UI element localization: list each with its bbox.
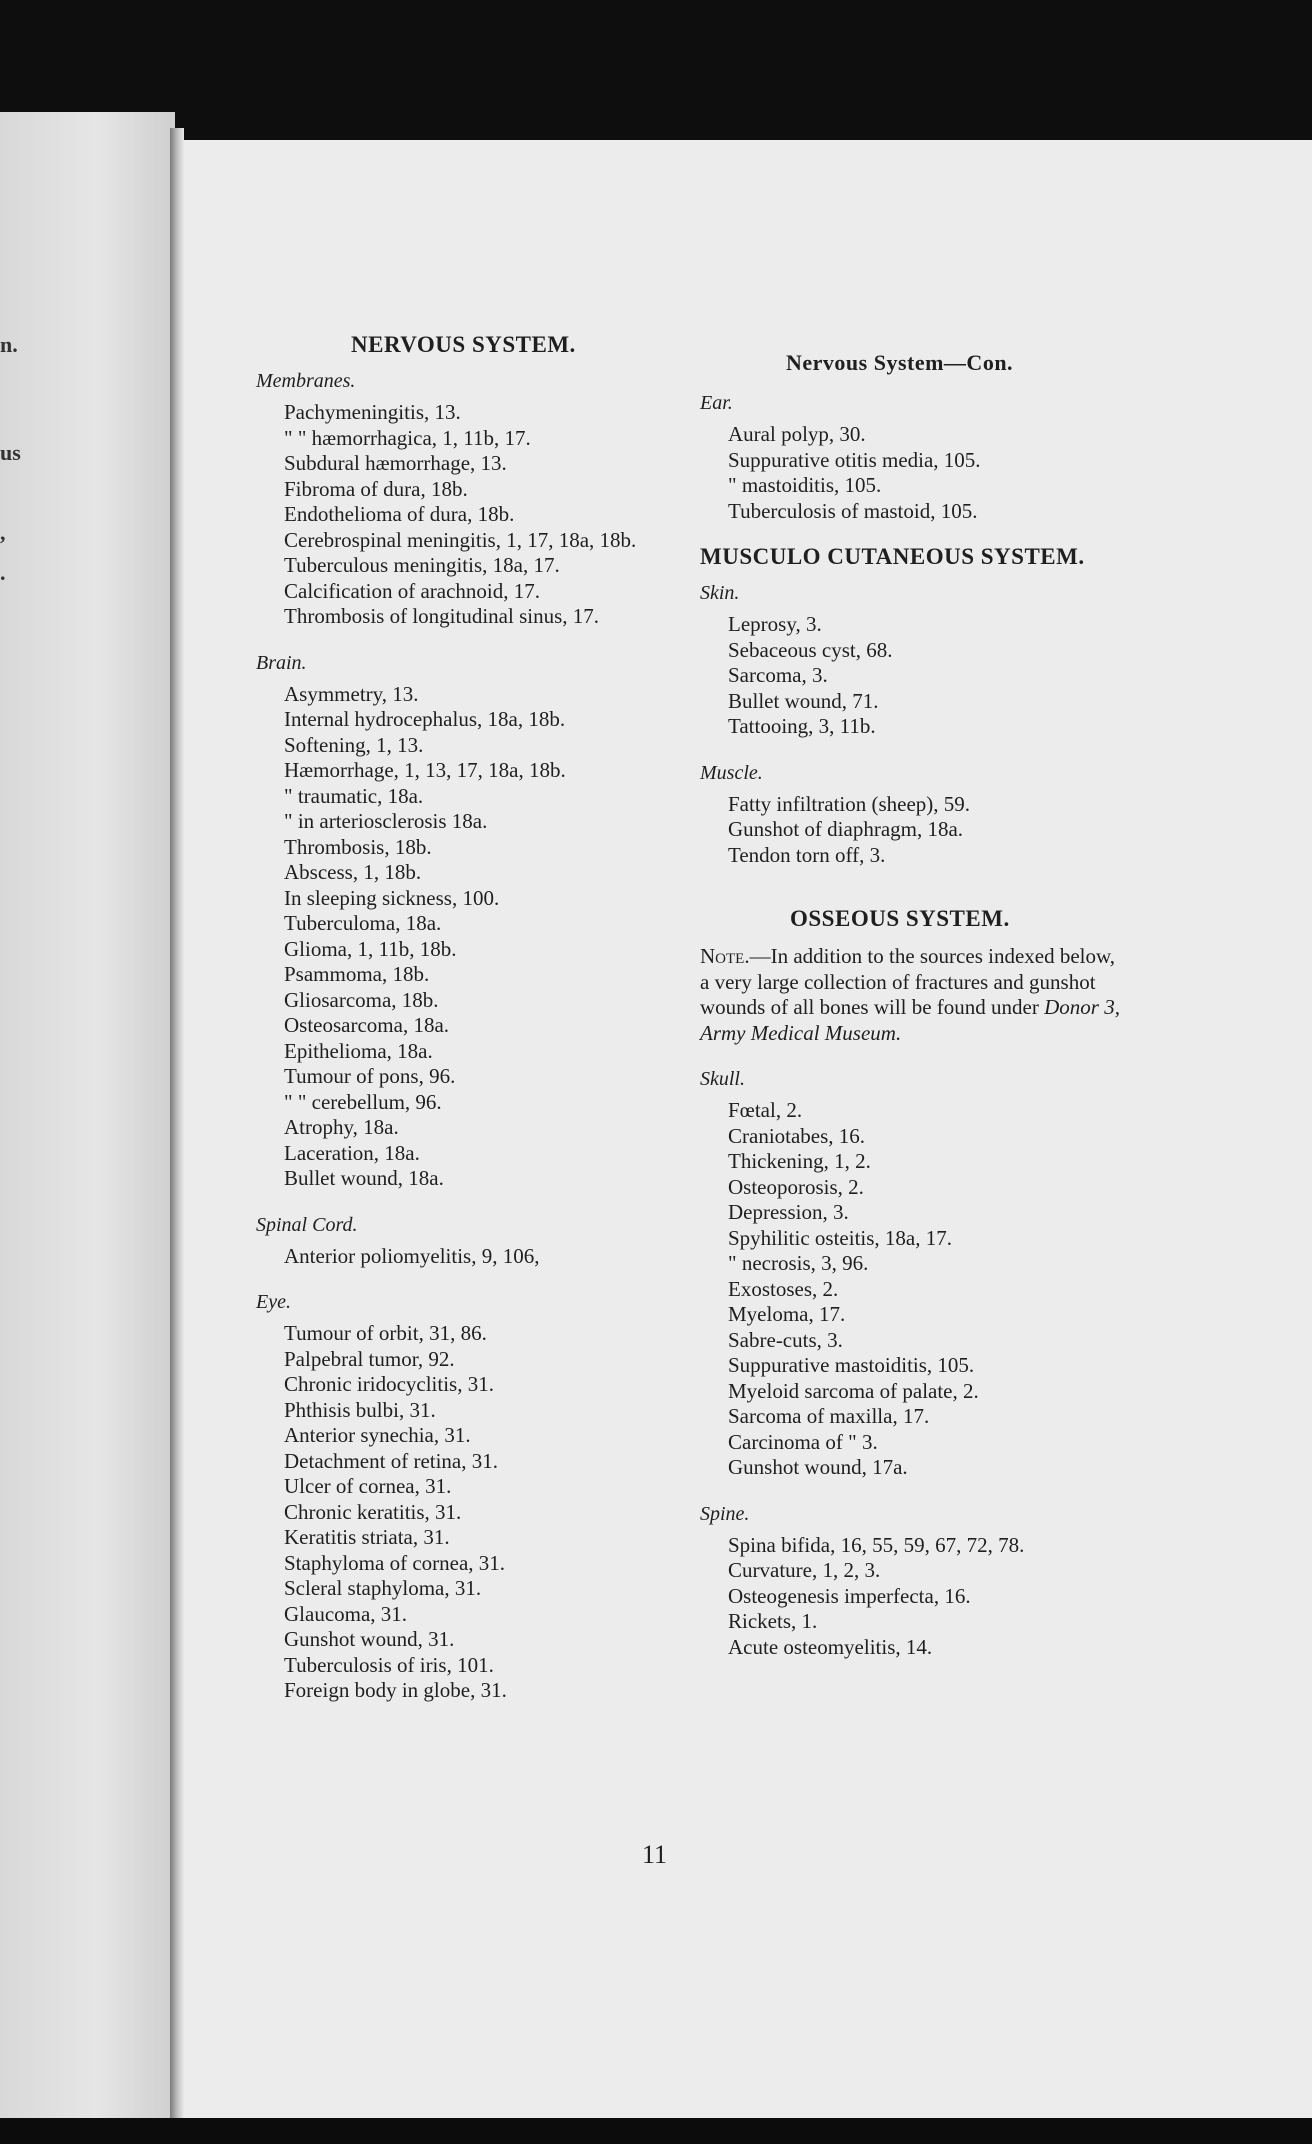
subsection-title: Spine. [700, 1502, 750, 1525]
index-entry: Thrombosis of longitudinal sinus, 17. [284, 604, 599, 628]
index-entry: Cerebrospinal meningitis, 1, 17, 18a, 18b. [284, 527, 637, 552]
index-entry: Ulcer of cornea, 31. [284, 1474, 452, 1498]
subsection-spinal-cord [256, 1212, 686, 1270]
subsection-title: Brain. [256, 651, 307, 674]
index-entry: Asymmetry, 13. [284, 681, 419, 706]
index-entry: Spina bifida, 16, 55, 59, 67, 72, 78. [728, 1532, 1025, 1557]
index-entry: Aural polyp, 30. [728, 422, 866, 446]
index-entry: Subdural hæmorrhage, 13. [284, 451, 507, 475]
index-entries [700, 422, 1120, 524]
index-entry: Sarcoma, 3. [728, 663, 828, 687]
note-label: Note. [700, 944, 750, 968]
index-entry: Thrombosis, 18b. [284, 834, 432, 859]
index-entry: Pachymeningitis, 13. [284, 400, 461, 424]
index-entry: Scleral staphyloma, 31. [284, 1576, 482, 1600]
index-entry: Anterior synechia, 31. [284, 1423, 471, 1447]
index-entry: Fatty infiltration (sheep), 59. [728, 791, 971, 816]
index-entry: Sebaceous cyst, 68. [728, 637, 893, 662]
facing-page-fragment: , [0, 520, 6, 545]
index-entry: Internal hydrocephalus, 18a, 18b. [284, 707, 566, 731]
left-column [256, 332, 686, 1724]
index-entry: Keratitis striata, 31. [284, 1525, 450, 1549]
subsection-title: Skin. [700, 582, 740, 604]
index-entry: Sabre-cuts, 3. [728, 1327, 843, 1352]
index-entry: Suppurative mastoiditis, 105. [728, 1353, 975, 1377]
index-entry: " " hæmorrhagica, 1, 11b, 17. [284, 425, 531, 450]
index-entry: Psammoma, 18b. [284, 962, 430, 986]
index-entry: Suppurative otitis media, 105. [728, 447, 981, 472]
index-entry: Osteoporosis, 2. [728, 1174, 864, 1199]
index-entry: Abscess, 1, 18b. [284, 860, 422, 884]
index-entry: Tuberculosis of iris, 101. [284, 1652, 494, 1677]
subsection-spine [700, 1501, 1120, 1661]
index-entry: Glaucoma, 31. [284, 1601, 408, 1626]
index-entries [256, 400, 686, 630]
index-entry: Tumour of pons, 96. [284, 1064, 456, 1088]
index-entry: Tuberculous meningitis, 18a, 17. [284, 553, 560, 577]
index-entry: Osteosarcoma, 18a. [284, 1013, 450, 1037]
index-entry: Hæmorrhage, 1, 13, 17, 18a, 18b. [284, 758, 566, 782]
index-entries [700, 612, 1120, 740]
subsection-skull [700, 1066, 1120, 1481]
index-entries [256, 1244, 686, 1270]
index-entry: In sleeping sickness, 100. [284, 885, 500, 910]
index-entry: Sarcoma of maxilla, 17. [728, 1404, 930, 1428]
index-entry: Anterior poliomyelitis, 9, 106, [284, 1243, 540, 1268]
note-reference: Donor 3, Army Medical Museum. [700, 995, 1120, 1045]
index-entry: Tuberculoma, 18a. [284, 911, 442, 935]
subsection-eye [256, 1289, 686, 1704]
index-entry: Depression, 3. [728, 1200, 849, 1224]
index-entry: Exostoses, 2. [728, 1276, 839, 1301]
index-entry: Gunshot wound, 17a. [728, 1455, 908, 1479]
index-entry: Softening, 1, 13. [284, 732, 424, 757]
index-entry: Foreign body in globe, 31. [284, 1678, 507, 1702]
index-entry: Laceration, 18a. [284, 1140, 420, 1165]
index-entry: Gunshot of diaphragm, 18a. [728, 817, 964, 841]
index-entry: Osteogenesis imperfecta, 16. [728, 1583, 971, 1608]
index-entry: Detachment of retina, 31. [284, 1448, 498, 1473]
index-entry: Tuberculosis of mastoid, 105. [728, 498, 978, 523]
index-entry: Staphyloma of cornea, 31. [284, 1550, 506, 1575]
note-text: —In addition to the sources indexed below, a very large collection of fractures and gunshot wounds of all bones will be found under [700, 944, 1116, 1019]
index-entry: " necrosis, 3, 96. [728, 1251, 869, 1275]
index-entry: Myeloma, 17. [728, 1302, 846, 1326]
index-entry: Epithelioma, 18a. [284, 1038, 433, 1063]
index-entry: Acute osteomyelitis, 14. [728, 1634, 933, 1659]
scan-border-bottom [0, 2118, 1312, 2144]
subsection-membranes [256, 368, 686, 630]
facing-page-fragment: n. [0, 332, 18, 357]
section-heading-nervous-system: NERVOUS SYSTEM. [351, 332, 576, 357]
subsection-brain [256, 650, 686, 1192]
facing-page-edge [0, 112, 175, 2122]
subsection-title: Muscle. [700, 761, 763, 784]
index-entry: Craniotabes, 16. [728, 1123, 866, 1148]
index-entry: Thickening, 1, 2. [728, 1149, 871, 1173]
continuation-heading: Nervous System—Con. [786, 350, 1014, 375]
index-entry: Gunshot wound, 31. [284, 1627, 455, 1651]
index-entry: Tumour of orbit, 31, 86. [284, 1321, 487, 1345]
section-heading-osseous-system: OSSEOUS SYSTEM. [790, 906, 1010, 931]
index-entry: " mastoiditis, 105. [728, 473, 882, 497]
index-entry: Rickets, 1. [728, 1609, 818, 1633]
index-entries [700, 1533, 1120, 1661]
index-entries [256, 1321, 686, 1704]
index-entry: " in arteriosclerosis 18a. [284, 809, 488, 833]
subsection-title: Membranes. [256, 370, 356, 392]
facing-page-fragment: . [0, 560, 6, 585]
subsection-muscle [700, 760, 1120, 869]
index-entry: " traumatic, 18a. [284, 783, 424, 808]
subsection-title: Skull. [700, 1068, 745, 1090]
index-entries [256, 682, 686, 1192]
index-entry: " " cerebellum, 96. [284, 1089, 442, 1114]
index-entry: Endothelioma of dura, 18b. [284, 502, 515, 526]
index-entry: Fœtal, 2. [728, 1098, 803, 1122]
index-entry: Tattooing, 3, 11b. [728, 714, 876, 738]
index-entry: Curvature, 1, 2, 3. [728, 1558, 881, 1582]
note-paragraph [700, 944, 1120, 1046]
index-entry: Bullet wound, 71. [728, 688, 879, 713]
index-entry: Atrophy, 18a. [284, 1115, 399, 1139]
index-entry: Carcinoma of " 3. [728, 1429, 878, 1454]
index-entry: Calcification of arachnoid, 17. [284, 578, 540, 603]
index-entries [700, 1098, 1120, 1481]
index-entry: Myeloid sarcoma of palate, 2. [728, 1378, 979, 1403]
subsection-title: Eye. [256, 1291, 291, 1313]
subsection-title: Spinal Cord. [256, 1213, 358, 1236]
subsection-skin [700, 580, 1120, 740]
subsection-ear [700, 390, 1120, 524]
index-entry: Leprosy, 3. [728, 612, 822, 636]
section-heading-musculo-cutaneous-system: MUSCULO CUTANEOUS SYSTEM. [700, 544, 1085, 569]
index-entries [700, 792, 1120, 869]
scan-border-top [0, 0, 1312, 150]
index-entry: Chronic keratitis, 31. [284, 1499, 462, 1524]
book-gutter [170, 128, 184, 2118]
page-number: 11 [642, 1840, 668, 1869]
index-entry: Palpebral tumor, 92. [284, 1346, 455, 1371]
facing-page-fragment: us [0, 440, 21, 465]
index-entry: Bullet wound, 18a. [284, 1166, 444, 1190]
index-entry: Chronic iridocyclitis, 31. [284, 1372, 494, 1396]
subsection-title: Ear. [700, 392, 733, 414]
index-entry: Tendon torn off, 3. [728, 842, 886, 867]
index-entry: Fibroma of dura, 18b. [284, 476, 468, 501]
index-entry: Gliosarcoma, 18b. [284, 987, 439, 1012]
index-entry: Spyhilitic osteitis, 18a, 17. [728, 1225, 952, 1250]
index-entry: Phthisis bulbi, 31. [284, 1397, 436, 1422]
index-entry: Glioma, 1, 11b, 18b. [284, 936, 457, 961]
right-column [700, 350, 1120, 1680]
